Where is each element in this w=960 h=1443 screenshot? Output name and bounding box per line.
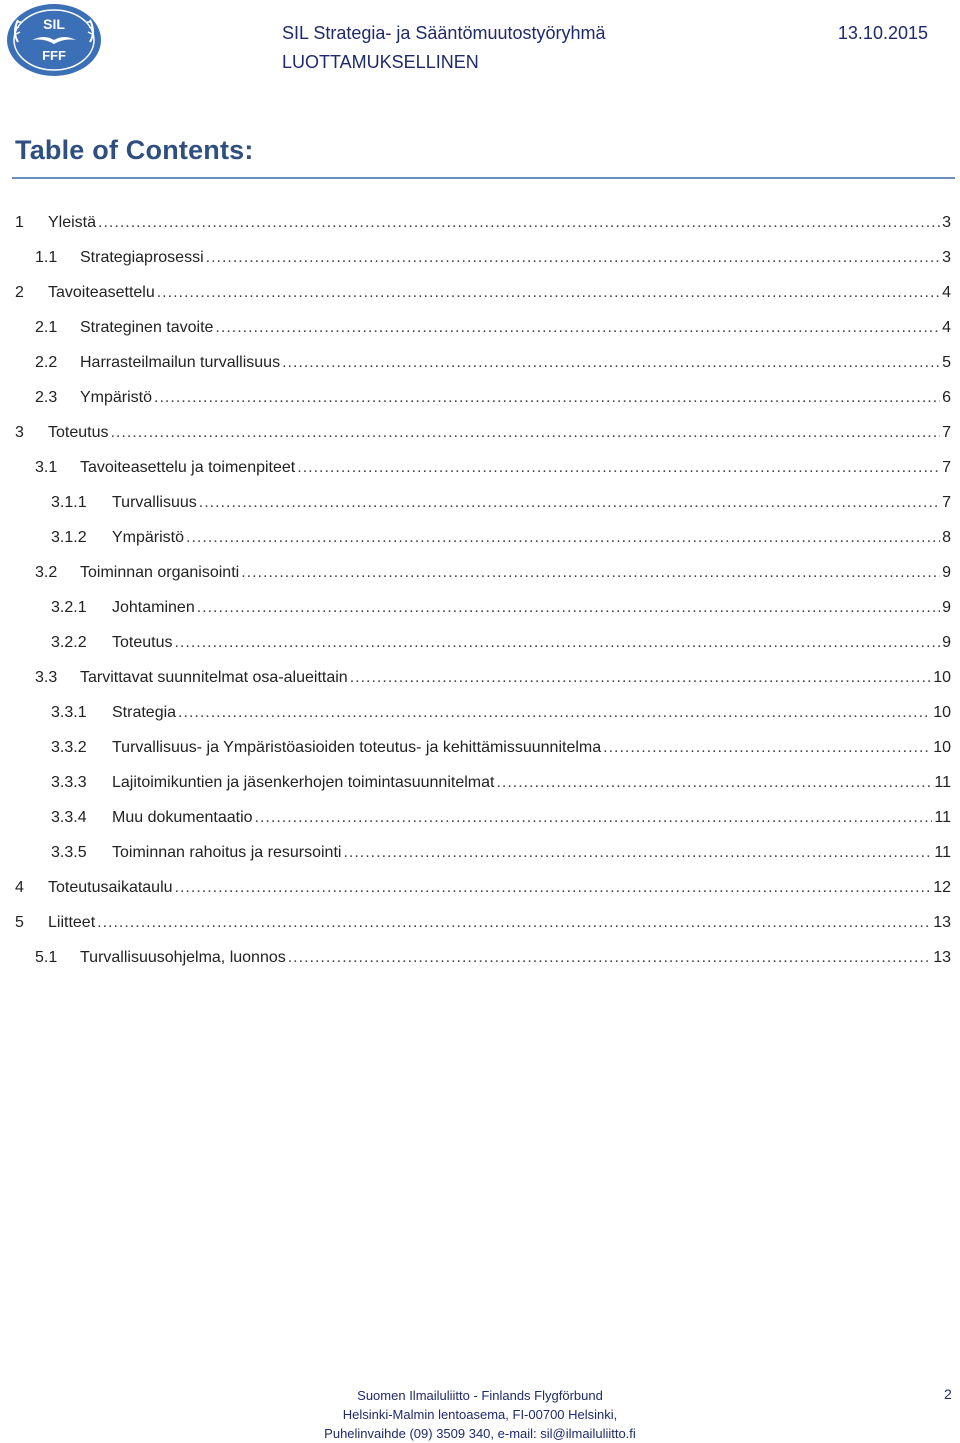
toc-entry-number: 3.3.2 [51,738,87,756]
toc-entry[interactable] [15,765,951,800]
toc-entry-page: 7 [942,423,951,441]
header-line [282,23,928,44]
toc-entry[interactable] [15,835,951,870]
footer [300,1386,660,1443]
toc-entry[interactable] [15,625,951,660]
toc-dot-leader [154,389,940,407]
sil-fff-logo [4,2,104,78]
toc-entry[interactable] [15,940,951,975]
toc-entry-number: 3.2.1 [51,598,87,616]
toc-entry-label[interactable]: Strateginen tavoite [80,318,214,336]
toc-entry-number: 3.3.4 [51,808,87,826]
toc-entry-number: 2.2 [35,353,58,371]
toc-dot-leader [199,494,940,512]
toc-entry[interactable] [15,870,951,905]
toc-dot-leader [186,529,940,547]
toc-entry-page: 3 [942,213,951,231]
toc-entry[interactable] [15,485,951,520]
toc-entry[interactable] [15,660,951,695]
toc-entry-number: 3.1.1 [51,493,87,511]
toc-entry-number: 3.3 [35,668,58,686]
toc-entry-number: 2 [15,283,24,301]
toc-dot-leader [175,879,932,897]
toc-entry-page: 9 [942,633,951,651]
toc-entry[interactable] [15,415,951,450]
toc-entry-label[interactable]: Yleistä [48,213,97,231]
toc-entry-label[interactable]: Tavoiteasettelu ja toimenpiteet [80,458,296,476]
page-number: 2 [944,1386,952,1402]
toc-entry-page: 10 [933,703,951,721]
toc-entry-page: 5 [942,353,951,371]
toc-entry-page: 11 [934,773,951,791]
toc-entry[interactable] [15,800,951,835]
footer-address: Helsinki-Malmin lentoasema, FI-00700 Helsinki, [342,1407,618,1422]
header-date: 13.10.2015 [837,23,928,43]
toc-title: Table of Contents: [15,135,254,165]
toc-entry-number: 4 [15,878,24,896]
toc-entry-label[interactable]: Turvallisuus [112,493,197,511]
toc-entry-number: 3.1.2 [51,528,87,546]
toc-entry[interactable] [15,695,951,730]
toc-entry-page: 11 [934,808,951,826]
toc-dot-leader [157,284,940,302]
title-divider [12,177,955,179]
toc-dot-leader [496,774,932,792]
toc-entry-number: 3.1 [35,458,58,476]
toc-dot-leader [282,354,940,372]
toc-dot-leader [178,704,931,722]
svg-text:SIL: SIL [43,16,65,32]
toc-dot-leader [97,914,931,932]
toc-dot-leader [297,459,940,477]
toc-entry-label[interactable]: Johtaminen [112,598,195,616]
toc-entry[interactable] [15,730,951,765]
toc-entry-label[interactable]: Ympäristö [112,528,185,546]
toc-dot-leader [110,424,940,442]
toc-entry-number: 3.3.3 [51,773,87,791]
toc-dot-leader [215,319,940,337]
toc-entry-number: 5 [15,913,24,931]
toc-entry-page: 8 [942,528,951,546]
svg-text:FFF: FFF [42,48,66,63]
toc-entry[interactable] [15,555,951,590]
toc-entry-label[interactable]: Toiminnan rahoitus ja resursointi [112,843,342,861]
toc-entry-number: 3.2 [35,563,58,581]
toc-entry[interactable] [15,310,951,345]
toc-entry[interactable] [15,345,951,380]
toc-entry-number: 1.1 [35,248,58,266]
toc-entry-page: 10 [933,668,951,686]
toc-dot-leader [206,249,940,267]
toc-entry-label[interactable]: Turvallisuus- ja Ympäristöasioiden toteutus- ja kehittämissuunnitelma [112,738,602,756]
toc-entry[interactable] [15,380,951,415]
toc-entry-page: 4 [942,318,951,336]
toc-entry[interactable] [15,205,951,240]
toc-dot-leader [255,809,933,827]
header-classification: LUOTTAMUKSELLINEN [282,52,479,72]
toc-entry-label[interactable]: Tarvittavat suunnitelmat osa-alueittain [80,668,348,686]
toc-entry[interactable] [15,275,951,310]
toc-entry-label[interactable]: Toteutusaikataulu [48,878,173,896]
toc-entry-number: 2.1 [35,318,58,336]
toc-dot-leader [350,669,932,687]
footer-organization: Suomen Ilmailuliitto - Finlands Flygförbund [357,1388,603,1403]
toc-dot-leader [241,564,940,582]
toc-entry-page: 12 [933,878,951,896]
toc-entry-page: 11 [934,843,951,861]
toc-entry-label[interactable]: Strategia [112,703,177,721]
toc-entry-page: 9 [942,563,951,581]
toc-entry-page: 13 [933,913,951,931]
toc-entry[interactable] [15,450,951,485]
toc-entry-page: 6 [942,388,951,406]
toc-entry-label[interactable]: Harrasteilmailun turvallisuus [80,353,281,371]
footer-contact: Puhelinvaihde (09) 3509 340, e-mail: sil@ilmailuliitto.fi [324,1426,636,1441]
toc-entry-number: 3.3.1 [51,703,87,721]
toc-entry-label[interactable]: Lajitoimikuntien ja jäsenkerhojen toimintasuunnitelmat [112,773,495,791]
toc-dot-leader [603,739,931,757]
toc-dot-leader [343,844,932,862]
toc-entry-label[interactable]: Liitteet [48,913,96,931]
toc-entry-page: 13 [933,948,951,966]
toc-entry-label[interactable]: Tavoiteasettelu [48,283,155,301]
toc-dot-leader [174,634,940,652]
toc-entry-number: 3.3.5 [51,843,87,861]
toc-entry-label[interactable]: Muu dokumentaatio [112,808,253,826]
toc-entry-number: 3 [15,423,24,441]
toc-entry-label[interactable]: Ympäristö [80,388,153,406]
toc-entry[interactable] [15,520,951,555]
toc-entry-page: 9 [942,598,951,616]
toc-entry-page: 10 [933,738,951,756]
toc-dot-leader [98,214,940,232]
table-of-contents [15,205,951,975]
toc-entry-number: 2.3 [35,388,58,406]
toc-entry-label[interactable]: Strategiaprosessi [80,248,204,266]
toc-dot-leader [288,949,931,967]
toc-entry[interactable] [15,590,951,625]
toc-entry-number: 5.1 [35,948,58,966]
toc-entry-number: 1 [15,213,24,231]
toc-entry-label[interactable]: Toteutus [112,633,173,651]
toc-entry-page: 4 [942,283,951,301]
toc-entry-page: 3 [942,248,951,266]
toc-entry-page: 7 [942,493,951,511]
toc-entry-number: 3.2.2 [51,633,87,651]
toc-entry[interactable] [15,905,951,940]
toc-entry[interactable] [15,240,951,275]
header-title: SIL Strategia- ja Sääntömuutostyöryhmä [282,23,606,43]
toc-entry-label[interactable]: Toteutus [48,423,109,441]
toc-entry-label[interactable]: Turvallisuusohjelma, luonnos [80,948,286,966]
toc-entry-label[interactable]: Toiminnan organisointi [80,563,240,581]
toc-dot-leader [197,599,940,617]
toc-entry-page: 7 [942,458,951,476]
